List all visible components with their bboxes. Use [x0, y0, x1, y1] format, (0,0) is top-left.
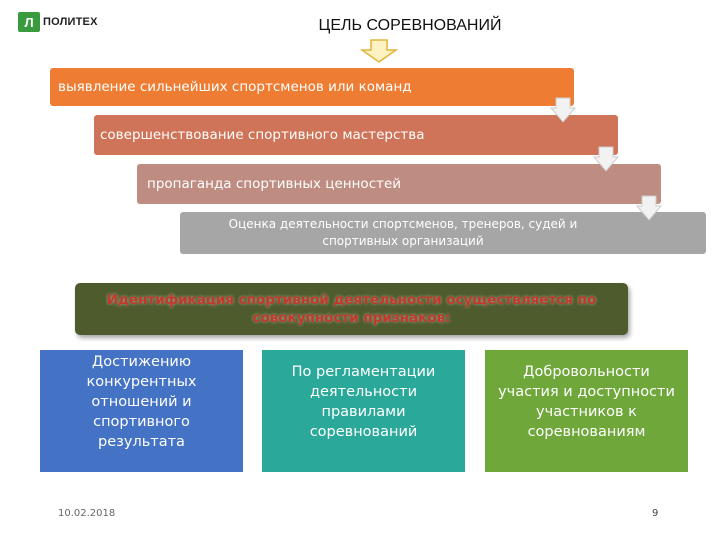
step-4	[180, 212, 706, 254]
criterion-card-2	[262, 350, 465, 472]
logo-text: ПОЛИТЕХ	[43, 16, 98, 28]
chevron-down-icon	[593, 146, 619, 172]
step-4-label: Оценка деятельности спортсменов, тренеров, судей и спортивных организаций	[228, 217, 578, 248]
footer-date: 10.02.2018	[58, 508, 116, 519]
logo	[18, 12, 98, 32]
criteria-banner-text: Идентификация спортивной деятельности осуществляется по совокупности признаков:	[106, 292, 597, 326]
logo-mark-icon: Л	[18, 12, 40, 32]
step-2-label: совершенствование спортивного мастерства	[100, 127, 425, 143]
step-1-label: выявление сильнейших спортсменов или команд	[58, 79, 412, 95]
criterion-card-3	[485, 350, 688, 472]
step-3	[137, 164, 661, 204]
criteria-banner	[75, 283, 628, 335]
chevron-down-icon	[550, 97, 576, 123]
chevron-down-icon	[636, 195, 662, 221]
step-1	[50, 68, 574, 106]
criterion-card-1-text: Достижению конкурентных отношений и спортивного результата	[86, 354, 197, 450]
criterion-card-3-text: Добровольности участия и доступности участников к соревнованиям	[498, 364, 675, 440]
step-2	[94, 115, 618, 155]
page-number: 9	[652, 508, 659, 519]
criterion-card-1	[40, 350, 243, 472]
down-arrow-icon	[360, 39, 398, 63]
criterion-card-2-text: По регламентации деятельности правилами соревнований	[291, 364, 436, 440]
step-3-label: пропаганда спортивных ценностей	[147, 176, 402, 192]
page-title: ЦЕЛЬ СОРЕВНОВАНИЙ	[318, 17, 502, 34]
